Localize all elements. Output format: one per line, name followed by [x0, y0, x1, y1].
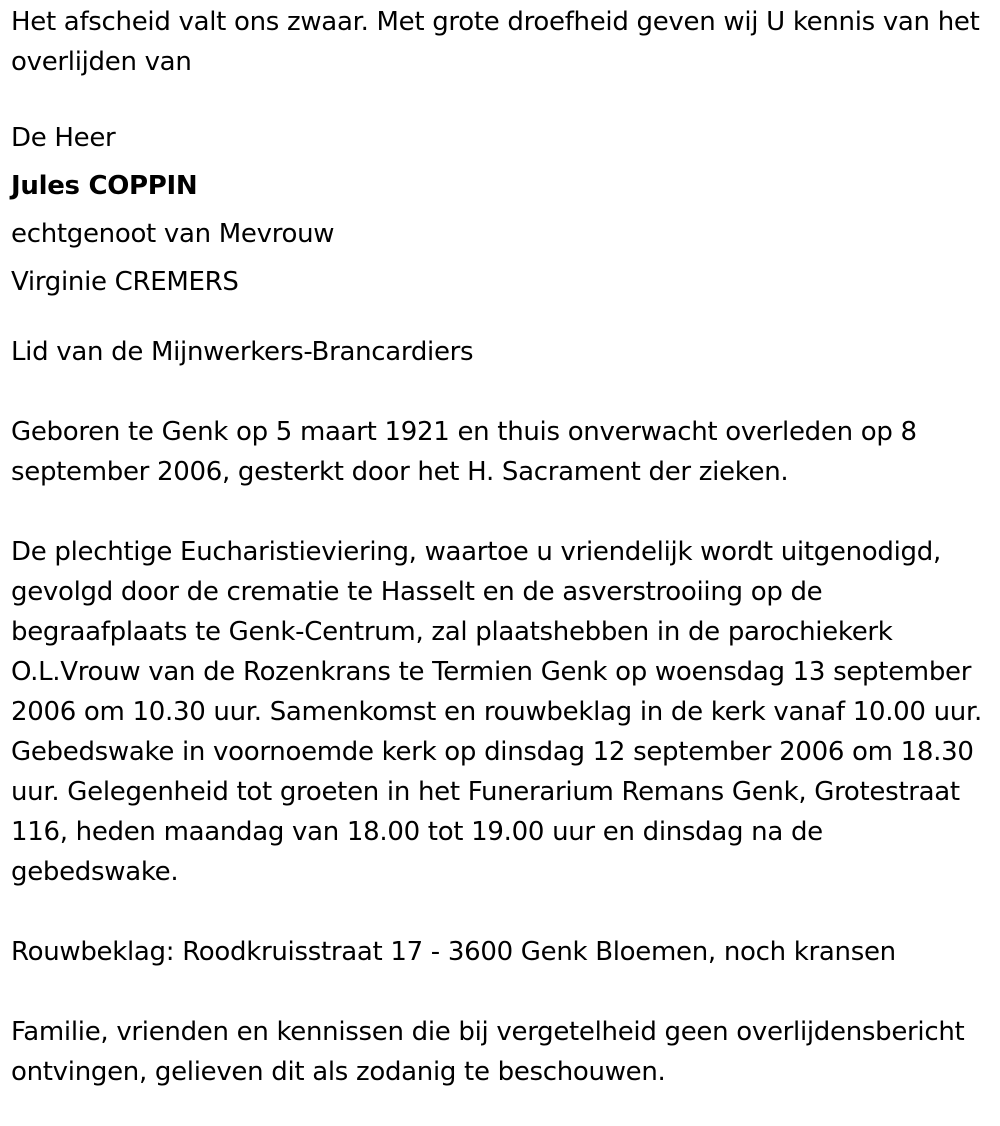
intro-paragraph: Het afscheid valt ons zwaar. Met grote droefheid geven wij U kennis van het overlijden van	[11, 7, 980, 77]
deceased-name: Jules COPPIN	[11, 171, 198, 201]
spacer	[11, 892, 991, 932]
birth-death-paragraph: Geboren te Genk op 5 maart 1921 en thuis onverwacht overleden op 8 september 2006, gesterkt door het H. Sacrament der zieken.	[11, 417, 917, 487]
ceremony-paragraph: De plechtige Eucharistieviering, waartoe u vriendelijk wordt uitgenodigd, gevolgd door de crematie te Hasselt en de asverstrooiing op de begraafplaats te Genk-Centrum, zal plaatshebben in de parochiekerk O.L.Vrouw van de Rozenkrans te Termien Genk op woensdag 13 september 2006 om 10.30 uur. Samenkomst en rouwbeklag in de kerk vanaf 10.00 uur. Gebedswake in voornoemde kerk op dinsdag 12 september 2006 om 18.30 uur. Gelegenheid tot groeten in het Funerarium Remans Genk, Grotestraat 116, heden maandag van 18.00 tot 19.00 uur en dinsdag na de gebedswake.	[11, 537, 982, 887]
obituary-notice	[11, 2, 991, 1092]
spacer	[11, 82, 991, 114]
condolence-address: Rouwbeklag: Roodkruisstraat 17 - 3600 Genk Bloemen, noch kransen	[11, 937, 896, 967]
spouse-name: Virginie CREMERS	[11, 267, 239, 297]
spacer	[11, 972, 991, 1012]
closing-paragraph: Familie, vrienden en kennissen die bij vergetelheid geen overlijdensbericht ontvingen, gelieven dit als zodanig te beschouwen.	[11, 1017, 965, 1087]
spouse-label: echtgenoot van Mevrouw	[11, 219, 335, 249]
membership-line: Lid van de Mijnwerkers-Brancardiers	[11, 337, 474, 367]
spacer	[11, 372, 991, 412]
honorific: De Heer	[11, 123, 116, 153]
spacer	[11, 306, 991, 332]
spacer	[11, 492, 991, 532]
